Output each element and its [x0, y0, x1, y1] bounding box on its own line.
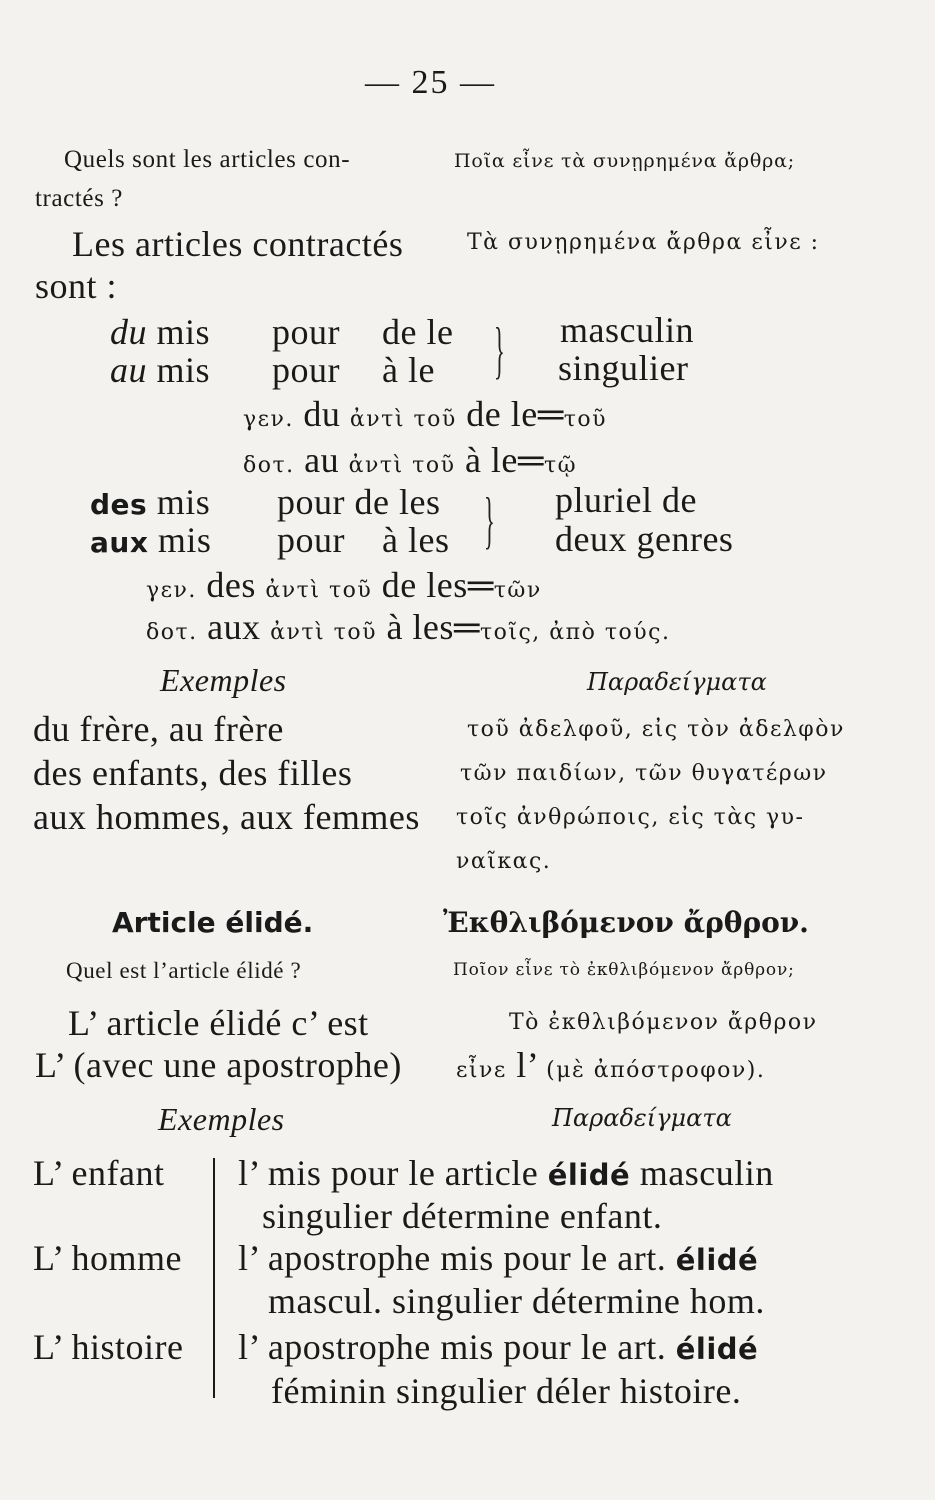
elide-word: élidé: [675, 1243, 759, 1277]
brace-plural: }: [484, 484, 495, 555]
mis-word: mis: [156, 350, 211, 390]
page-number: — 25 —: [365, 64, 496, 101]
answer-fr-line1: Les articles contractés: [72, 224, 404, 264]
example3-fr: aux hommes, aux femmes: [33, 797, 420, 837]
example3-gr: τοῖς ἀνθρώποις, εἰς τὰς γυ-: [456, 805, 805, 830]
brace-singular: }: [494, 314, 505, 385]
sing-row1-what: de le: [382, 312, 454, 352]
elided-answer-fr1: L’ article élidé c’ est: [68, 1003, 369, 1043]
elided-heading-fr: Article élidé.: [112, 906, 314, 939]
word-des: des: [90, 488, 148, 521]
dat-abbr: δοτ.: [243, 453, 295, 478]
word-aux: aux: [90, 526, 149, 559]
sing-genitive-line: γεν. du ἀντὶ τοῦ de le═τοῦ: [243, 394, 608, 434]
sing-row2-pour: pour: [272, 350, 340, 390]
desc-text: l’ mis pour le article: [238, 1153, 539, 1193]
l-apostrophe: l’: [516, 1045, 537, 1085]
examples2-heading-gr: Παραδείγματα: [552, 1104, 732, 1132]
plur-row2-pour: pour: [277, 520, 345, 560]
vertical-rule: [213, 1158, 215, 1398]
example-desc-homme-2: mascul. singulier détermine hom.: [268, 1281, 765, 1321]
plur-dative-line: δοτ. aux ἀντὶ τοῦ à les═τοῖς, ἀπὸ τούς.: [146, 607, 671, 647]
dat-text: au: [304, 440, 340, 480]
question-fr-line2: tractés ?: [35, 185, 123, 212]
desc-text: l’ apostrophe mis pour le art.: [238, 1238, 667, 1278]
example-desc-histoire-1: [238, 1329, 758, 1365]
answer-gr: Τὰ συνῃρημένα ἄρθρα εἶνε :: [467, 230, 820, 255]
word-au: au: [110, 350, 147, 390]
dat-greek: ἀντὶ τοῦ: [270, 620, 377, 645]
plur-row1-pour: pour de les: [277, 482, 441, 522]
elide-word: élidé: [675, 1332, 759, 1366]
example1-gr: τοῦ ἀδελφοῦ, εἰς τὸν ἀδελφὸν: [467, 717, 845, 742]
gen-rest: de le: [466, 394, 538, 434]
elided-answer-fr2: L’ (avec une apostrophe): [35, 1045, 402, 1085]
gen-eq: τῶν: [493, 578, 542, 603]
sing-row1-pour: pour: [272, 312, 340, 352]
elided-answer-gr2: [456, 1047, 765, 1083]
dat-rest: à le: [464, 440, 518, 480]
example1-fr: du frère, au frère: [33, 709, 284, 749]
plur-row2: [90, 522, 211, 558]
dat-abbr: δοτ.: [146, 620, 198, 645]
example2-fr: des enfants, des filles: [33, 753, 353, 793]
dat-eq: τῷ: [543, 453, 578, 478]
gen-greek: ἀντὶ τοῦ: [265, 578, 373, 603]
dat-greek: ἀντὶ τοῦ: [348, 453, 456, 478]
gen-abbr: γεν.: [243, 407, 294, 432]
gen-abbr: γεν.: [146, 578, 197, 603]
word-du: du: [110, 312, 147, 352]
example-word-homme: L’ homme: [33, 1238, 182, 1278]
example-word-histoire: L’ histoire: [33, 1327, 184, 1367]
elided-question-fr: Quel est l’article élidé ?: [66, 958, 302, 983]
example-word-enfant: L’ enfant: [33, 1153, 165, 1193]
plur-gloss1: pluriel de: [555, 480, 697, 520]
sing-row1: [110, 314, 210, 350]
mis-word: mis: [157, 520, 212, 560]
sing-row2-what: à le: [382, 350, 435, 390]
elided-answer-gr1: Τὸ ἐκθλιβόμενον ἄρθρον: [509, 1010, 818, 1035]
sing-gloss1: masculin: [560, 310, 694, 350]
examples-heading-gr: Παραδείγματα: [587, 668, 767, 696]
plur-gloss2: deux genres: [555, 519, 734, 559]
mis-word: mis: [156, 482, 211, 522]
gen-greek: ἀντὶ τοῦ: [349, 407, 457, 432]
gen-rest: de les: [381, 565, 468, 605]
elide-word: élidé: [547, 1158, 631, 1192]
sing-gloss2: singulier: [558, 348, 689, 388]
example-desc-enfant-1: [238, 1155, 774, 1191]
example-desc-histoire-2: féminin singulier déler histoire.: [271, 1371, 742, 1411]
desc-text: l’ apostrophe mis pour le art.: [238, 1327, 667, 1367]
plur-row1: [90, 484, 210, 520]
elided-heading-gr: Ἐκθλιβόμενον ἄρθρον.: [443, 906, 809, 939]
dat-rest: à les: [386, 607, 454, 647]
dat-text: aux: [207, 607, 261, 647]
plur-genitive-line: γεν. des ἀντὶ τοῦ de les═τῶν: [146, 565, 542, 605]
sing-dative-line: δοτ. au ἀντὶ τοῦ à le═τῷ: [243, 440, 578, 480]
answer-fr-line2: sont :: [35, 266, 118, 306]
question-gr: Ποῖα εἶνε τὰ συνῃρημένα ἄρθρα;: [454, 150, 795, 172]
sing-row2: [110, 352, 210, 388]
eine-word: εἶνε: [456, 1058, 507, 1083]
gen-text: des: [206, 565, 256, 605]
mis-word: mis: [156, 312, 211, 352]
gen-eq: τοῦ: [563, 407, 608, 432]
example-desc-homme-1: [238, 1240, 758, 1276]
plur-row2-what: à les: [382, 520, 450, 560]
example3-gr-cont: ναῖκας.: [456, 849, 552, 874]
question-fr-line1: Quels sont les articles con-: [64, 146, 351, 173]
example2-gr: τῶν παιδίων, τῶν θυγατέρων: [460, 761, 828, 786]
desc-text: masculin: [639, 1153, 774, 1193]
gen-text: du: [303, 394, 341, 434]
dat-eq: τοῖς, ἀπὸ τούς.: [479, 620, 671, 645]
examples-heading-fr: Exemples: [160, 662, 287, 698]
apostrophe-phrase: (μὲ ἀπόστροφον).: [546, 1058, 766, 1083]
example-desc-enfant-2: singulier détermine enfant.: [262, 1196, 663, 1236]
elided-question-gr: Ποῖον εἶνε τὸ ἐκθλιβόμενον ἄρθρον;: [453, 960, 795, 980]
examples2-heading-fr: Exemples: [158, 1101, 285, 1137]
